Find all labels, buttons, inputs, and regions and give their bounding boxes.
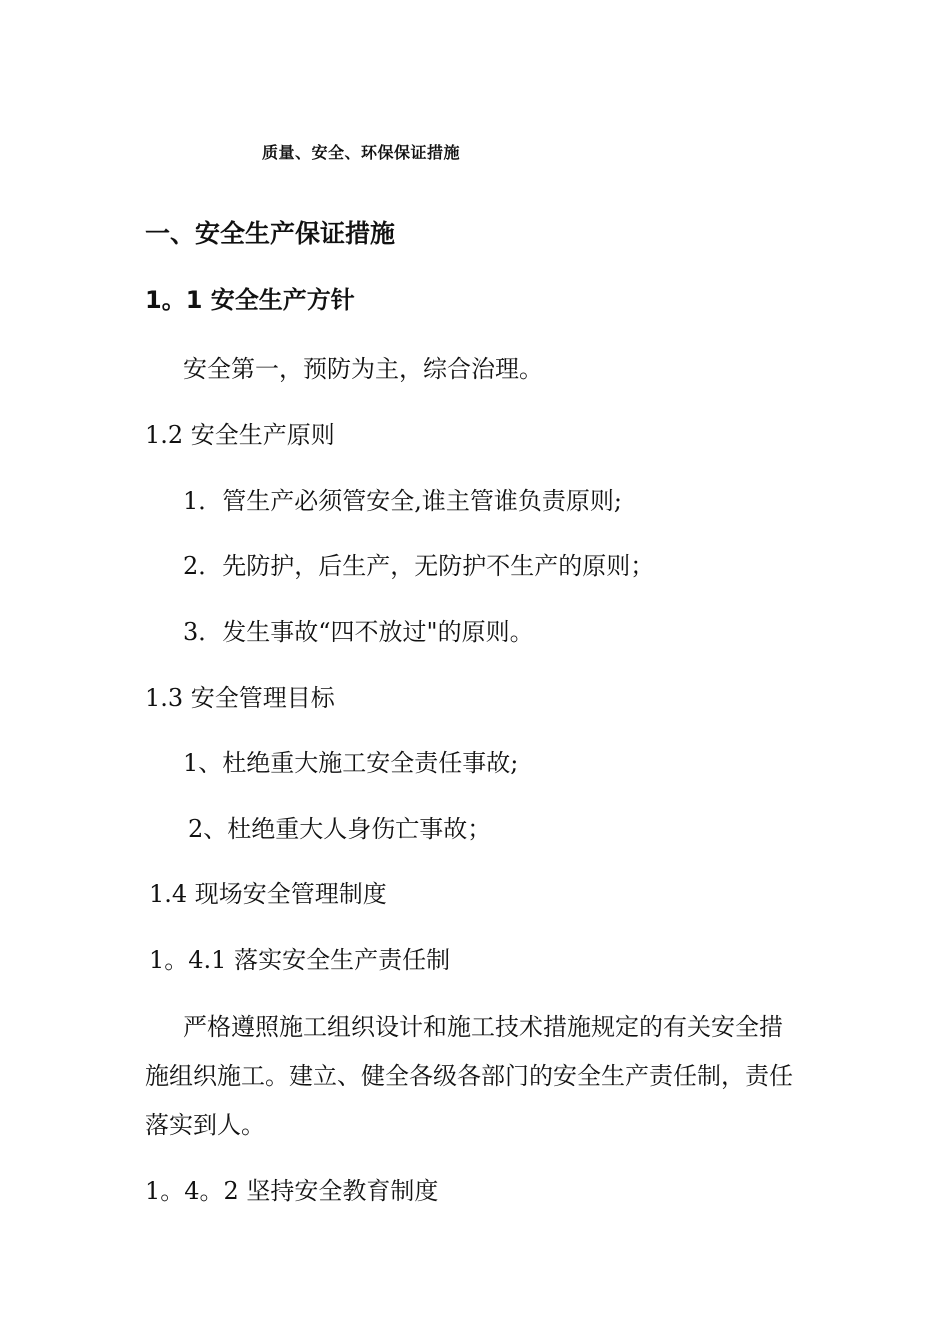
subsection-1-4-1-text: 严格遵照施工组织设计和施工技术措施规定的有关安全措施组织施工。建立、健全各级各部门的安全生产责任制，责任落实到人。 (145, 1013, 793, 1139)
subsection-1-4-1-heading: 1。4.1 落实安全生产责任制 (149, 946, 451, 974)
subsection-1-4-2-heading: 1。4。2 坚持安全教育制度 (145, 1177, 439, 1205)
principle-item: 3．发生事故“四不放过"的原则。 (183, 618, 534, 646)
section-heading-safety: 一、安全生产保证措施 (145, 219, 396, 248)
subsection-1-3-heading: 1.3 安全管理目标 (145, 684, 335, 712)
principle-item: 2．先防护，后生产，无防护不生产的原则； (183, 552, 655, 580)
principle-item: 1．管生产必须管安全,谁主管谁负责原则; (183, 487, 622, 515)
subsection-1-1-heading: 1。1 安全生产方针 (145, 286, 355, 314)
document-title: 质量、安全、环保保证措施 (262, 143, 461, 162)
goal-item: 1、杜绝重大施工安全责任事故; (183, 749, 519, 777)
subsection-1-1-text: 安全第一，预防为主，综合治理。 (183, 355, 543, 383)
subsection-1-4-heading: 1.4 现场安全管理制度 (149, 880, 387, 908)
subsection-1-2-heading: 1.2 安全生产原则 (145, 421, 335, 449)
goal-item: 2、杜绝重大人身伤亡事故； (188, 815, 492, 843)
